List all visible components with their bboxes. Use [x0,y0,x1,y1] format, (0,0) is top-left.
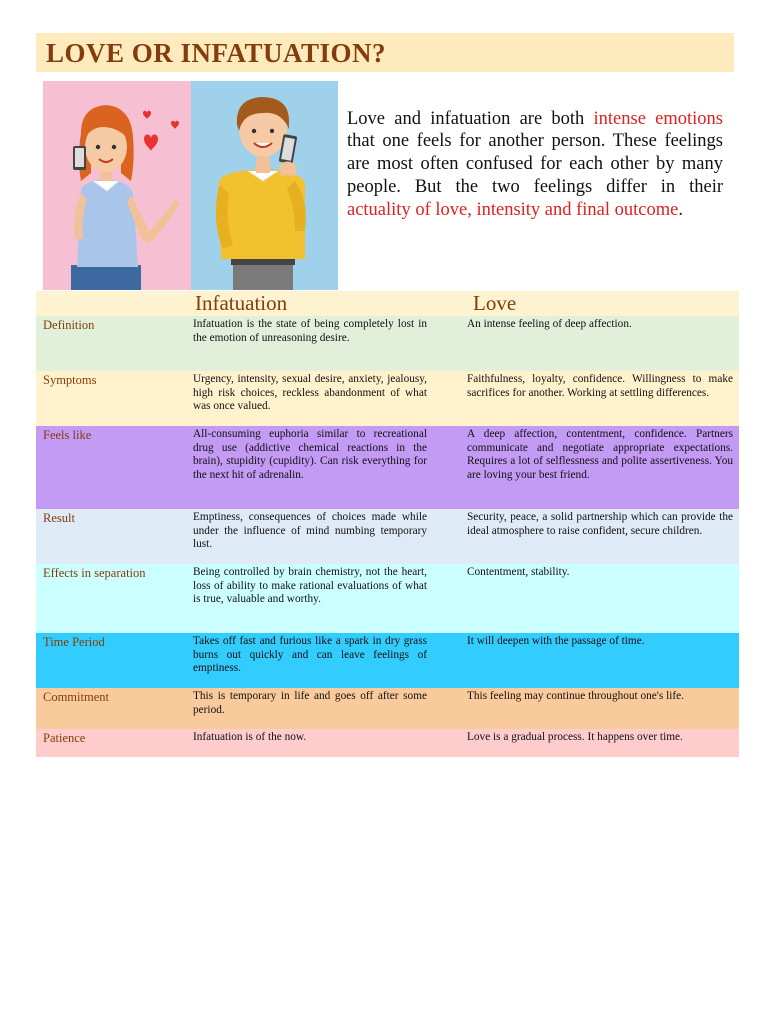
row-label: Patience [36,729,187,757]
couple-illustration [43,81,338,290]
page-title: LOVE OR INFATUATION? [46,38,387,68]
row-label: Time Period [36,633,187,688]
love-cell: It will deepen with the passage of time. [433,633,739,688]
intro-paragraph [347,108,723,222]
intro-text-2: that one feels for another person. These feelings are most often confused for each other by many people. But the two feelings differ in their [347,131,723,197]
row-label: Feels like [36,426,187,509]
comparison-table [36,291,739,757]
infatuation-cell: Emptiness, consequences of choices made while under the influence of mind numbing temporary lust. [187,509,433,564]
header-empty [36,291,187,316]
love-cell: Security, peace, a solid partnership which can provide the ideal atmosphere to raise confident, secure children. [433,509,739,564]
table-row [36,316,739,371]
row-label: Definition [36,316,187,371]
infatuation-cell: Being controlled by brain chemistry, not the heart, loss of ability to make rational evaluations of what is true, valuable and worthy. [187,564,433,633]
love-cell: An intense feeling of deep affection. [433,316,739,371]
love-cell: Contentment, stability. [433,564,739,633]
table-row [36,633,739,688]
row-label: Commitment [36,688,187,729]
infatuation-cell: Takes off fast and furious like a spark in dry grass burns out quickly and can leave feelings of emptiness. [187,633,433,688]
header-infatuation: Infatuation [187,291,433,316]
intro-text-3: . [678,199,683,220]
row-label: Effects in separation [36,564,187,633]
table-row [36,564,739,633]
table-row [36,688,739,729]
infatuation-cell: All-consuming euphoria similar to recreational drug use (addictive chemical reactions in the brain), stupidity (cupidity). Can risk everything for the next hit of adrenalin. [187,426,433,509]
table-row [36,729,739,757]
table-row [36,371,739,426]
intro-text-1: Love and infatuation are both [347,108,594,129]
love-cell: This feeling may continue throughout one's life. [433,688,739,729]
table-row [36,509,739,564]
love-cell: Faithfulness, loyalty, confidence. Willingness to make sacrifices for another. Working at settling differences. [433,371,739,426]
intro-highlight-1: intense emotions [593,108,724,129]
infatuation-cell: This is temporary in life and goes off after some period. [187,688,433,729]
table-header-row [36,291,739,316]
intro-highlight-2: actuality of love, intensity and final outcome [347,199,679,220]
infatuation-cell: Urgency, intensity, sexual desire, anxiety, jealousy, high risk choices, reckless abandonment of what was once valued. [187,371,433,426]
row-label: Symptoms [36,371,187,426]
header-love: Love [433,291,739,316]
infatuation-cell: Infatuation is of the now. [187,729,433,757]
title-bar [36,33,734,72]
love-cell: Love is a gradual process. It happens over time. [433,729,739,757]
table-row [36,426,739,509]
love-cell: A deep affection, contentment, confidence. Partners communicate and negotiate appropriate expectations. Requires a lot of selflessness and polite assertiveness. You are loving your best friend. [433,426,739,509]
infatuation-cell: Infatuation is the state of being completely lost in the emotion of unreasoning desire. [187,316,433,371]
row-label: Result [36,509,187,564]
